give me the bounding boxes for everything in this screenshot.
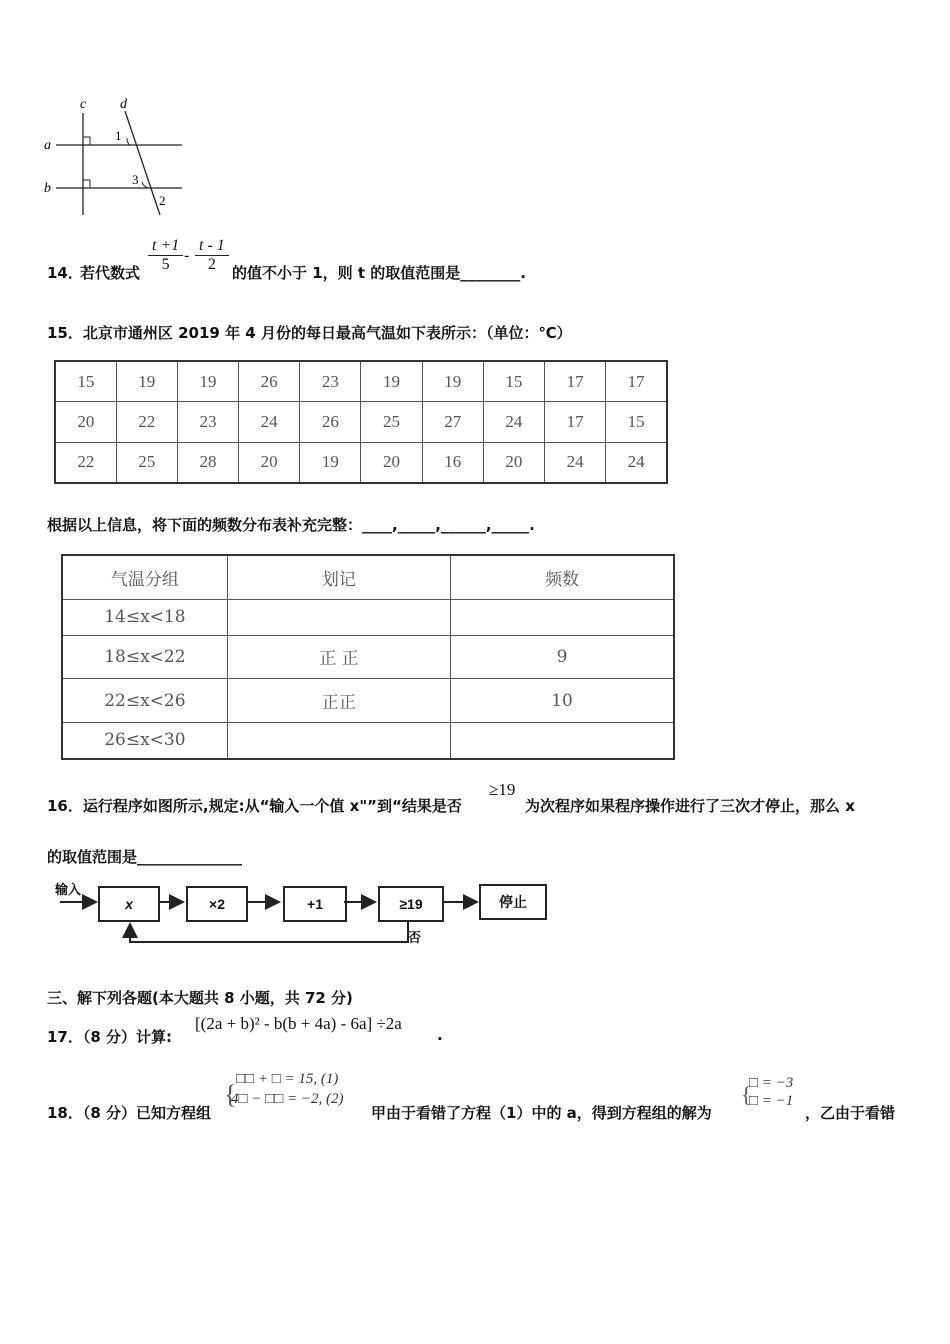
table-row [55, 402, 667, 442]
table-cell: 19 [116, 361, 177, 402]
q16-ge-19: ≥19 [489, 780, 516, 799]
label-c: c [80, 97, 87, 112]
table-row [62, 722, 674, 759]
fraction-1-denominator: 5 [148, 255, 183, 274]
q18-equation-2: 4□ − □□ = −2, (2) [231, 1091, 344, 1107]
table-row [62, 635, 674, 679]
table-cell: 20 [361, 442, 422, 483]
q15-title: 15．北京市通州区 2019 年 4 月份的每日最高气温如下表所示：（单位：℃） [47, 324, 572, 342]
frequency-cell [451, 599, 674, 635]
flow-input-label: 输入 [55, 883, 82, 898]
q17-end: . [437, 1026, 443, 1044]
table-cell: 24 [239, 402, 300, 442]
table-cell: 24 [483, 402, 544, 442]
tally-cell [227, 722, 450, 759]
table-row [55, 442, 667, 483]
fraction-2-numerator: t - 1 [199, 237, 225, 254]
q16-text-mid: 为次程序如果程序操作进行了三次才停止，那么 x [525, 797, 855, 815]
tally-cell [227, 599, 450, 635]
flow-no-label: 否 [408, 931, 422, 946]
table-cell: 16 [422, 442, 483, 483]
table-cell: 23 [300, 361, 361, 402]
q14-fraction-1 [148, 237, 183, 274]
q14-number: 14． [47, 264, 83, 282]
flow-box-plus-1: +1 [283, 886, 347, 922]
q16-text-end: 的取值范围是______________ [47, 848, 243, 866]
table-cell: 20 [55, 402, 116, 442]
group-cell: 22≤x<26 [62, 679, 227, 723]
table-cell: 23 [177, 402, 238, 442]
q14-minus: - [184, 247, 190, 264]
frequency-cell: 10 [451, 679, 674, 723]
table-cell: 24 [606, 442, 667, 483]
q15-instruction: 根据以上信息，将下面的频数分布表补充完整：____,_____,______,_____. [47, 516, 535, 534]
label-a: a [44, 138, 51, 153]
q18-solution-1: □ = −3 [749, 1075, 794, 1091]
table-cell: 20 [239, 442, 300, 483]
angle-3: 3 [132, 172, 139, 187]
tally-cell: 正正 [227, 679, 450, 723]
header-group: 气温分组 [62, 555, 227, 599]
frequency-table [61, 554, 675, 760]
table-cell: 15 [483, 361, 544, 402]
table-cell: 25 [361, 402, 422, 442]
label-d: d [120, 97, 127, 112]
section-3-heading: 三、解下列各题(本大题共 8 小题，共 72 分) [47, 989, 353, 1007]
group-cell: 18≤x<22 [62, 635, 227, 679]
table-cell: 22 [55, 442, 116, 483]
table-cell: 17 [545, 361, 606, 402]
q18-label: 18．（8 分）已知方程组 [47, 1104, 212, 1122]
q18-text-end: ，乙由于看错 [805, 1104, 896, 1122]
table-cell: 26 [300, 402, 361, 442]
flow-box-stop: 停止 [479, 884, 547, 920]
angle-1: 1 [115, 128, 122, 143]
group-cell: 26≤x<30 [62, 722, 227, 759]
frequency-cell: 9 [451, 635, 674, 679]
q14-fraction-2 [195, 237, 229, 274]
table-cell: 24 [545, 442, 606, 483]
q18-solution-2: □ = −1 [749, 1093, 794, 1109]
q18-system-brace: { [224, 1080, 237, 1109]
table-cell: 17 [545, 402, 606, 442]
header-tally: 划记 [227, 555, 450, 599]
table-cell: 19 [177, 361, 238, 402]
header-frequency: 频数 [451, 555, 674, 599]
tally-cell: 正 正 [227, 635, 450, 679]
flow-box-times-2: ×2 [186, 886, 248, 922]
table-cell: 25 [116, 442, 177, 483]
table-cell: 27 [422, 402, 483, 442]
q14-text-start: 若代数式 [80, 264, 141, 282]
q17-expression: [(2a + b)² - b(b + 4a) - 6a] ÷2a [195, 1014, 402, 1033]
table-row [62, 679, 674, 723]
table-cell: 15 [606, 402, 667, 442]
table-header-row [62, 555, 674, 599]
table-cell: 15 [55, 361, 116, 402]
fraction-2-denominator: 2 [195, 255, 229, 274]
table-cell: 22 [116, 402, 177, 442]
q17-label: 17．（8 分）计算: [47, 1028, 173, 1046]
table-cell: 20 [483, 442, 544, 483]
table-cell: 19 [361, 361, 422, 402]
table-row [62, 599, 674, 635]
flow-box-ge-19: ≥19 [378, 886, 444, 922]
q18-solution-brace: { [741, 1082, 752, 1107]
flow-box-x: x [98, 886, 160, 922]
group-cell: 14≤x<18 [62, 599, 227, 635]
q18-text-mid: 甲由于看错了方程（1）中的 a，得到方程组的解为 [371, 1104, 712, 1122]
q14-text-end: 的值不小于 1，则 t 的取值范围是________. [232, 264, 526, 282]
frequency-cell [451, 722, 674, 759]
label-b: b [44, 181, 51, 196]
q18-equation-1: □□ + □ = 15, (1) [236, 1071, 339, 1087]
table-cell: 28 [177, 442, 238, 483]
table-row [55, 361, 667, 402]
table-cell: 19 [422, 361, 483, 402]
angle-2: 2 [159, 193, 166, 208]
table-cell: 17 [606, 361, 667, 402]
q16-text-start: 16．运行程序如图所示,规定:从“输入一个值 x"”到“结果是否 [47, 797, 462, 815]
table-cell: 26 [239, 361, 300, 402]
parallel-lines-figure [40, 95, 190, 220]
temperature-table [54, 360, 668, 484]
fraction-1-numerator: t +1 [152, 237, 180, 254]
table-cell: 19 [300, 442, 361, 483]
